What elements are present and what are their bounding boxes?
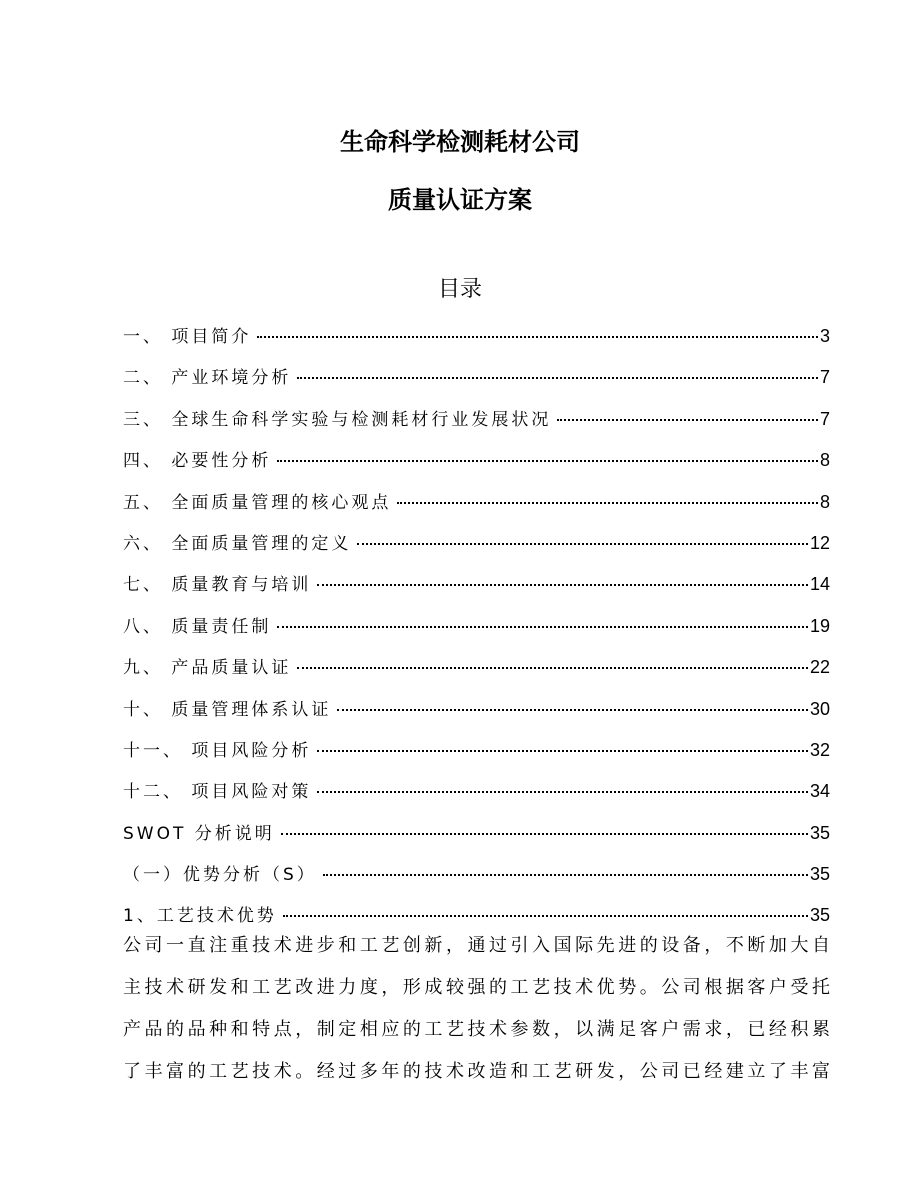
toc-entry[interactable]	[123, 446, 830, 487]
toc-entry-label: 三、 全球生命科学实验与检测耗材行业发展状况	[123, 409, 552, 430]
toc-leader-dots	[317, 750, 808, 752]
toc-page-number: 32	[809, 739, 830, 760]
toc-entry-label: 六、 全面质量管理的定义	[123, 533, 352, 554]
toc-entry[interactable]	[123, 612, 830, 653]
toc-entry[interactable]	[123, 363, 830, 404]
toc-entry[interactable]	[123, 570, 830, 611]
toc-entry-label: 十二、 项目风险对策	[123, 782, 312, 803]
toc-entry-label: （一）优势分析（S）	[123, 865, 317, 886]
toc-leader-dots	[277, 626, 808, 628]
toc-page-number: 35	[809, 822, 830, 843]
toc-leader-dots	[357, 543, 808, 545]
toc-leader-dots	[317, 791, 808, 793]
toc-page-number: 14	[809, 574, 830, 595]
toc-entry-label: SWOT 分析说明	[123, 823, 275, 844]
toc-heading: 目录	[437, 277, 482, 302]
toc-entry[interactable]	[123, 777, 830, 818]
paragraph-line: 了丰富的工艺技术。经过多年的技术改造和工艺研发，公司已经建立了丰富	[123, 1061, 830, 1082]
toc-entry-label: 四、 必要性分析	[123, 451, 272, 472]
toc-entry-label: 十、 质量管理体系认证	[123, 699, 332, 720]
toc-leader-dots	[323, 874, 808, 876]
toc-leader-dots	[257, 336, 818, 338]
toc-leader-dots	[283, 915, 808, 917]
toc-leader-dots	[337, 709, 808, 711]
toc-page-number: 30	[809, 698, 830, 719]
toc-page-number: 22	[809, 657, 830, 678]
toc-leader-dots	[297, 377, 818, 379]
paragraph-line: 主技术研发和工艺改进力度，形成较强的工艺技术优势。公司根据客户受托	[123, 977, 830, 998]
toc-entry-label: 八、 质量责任制	[123, 616, 272, 637]
toc-entry[interactable]	[123, 488, 830, 529]
toc-entry[interactable]	[123, 322, 830, 363]
toc-entry-label: 五、 全面质量管理的核心观点	[123, 492, 392, 513]
paragraph-line: 公司一直注重技术进步和工艺创新，通过引入国际先进的设备，不断加大自	[123, 935, 830, 956]
toc-entry-label: 一、 项目简介	[123, 327, 252, 347]
toc-page-number: 7	[819, 367, 830, 388]
body-paragraph	[123, 930, 830, 1098]
toc-page-number: 19	[809, 615, 830, 636]
toc-page-number: 35	[809, 864, 830, 885]
toc-page-number: 35	[809, 905, 830, 926]
toc-leader-dots	[557, 419, 818, 421]
document-subtitle: 质量认证方案	[388, 186, 532, 214]
toc-entry[interactable]	[123, 653, 830, 694]
paragraph-line: 产品的品种和特点，制定相应的工艺技术参数，以满足客户需求，已经积累	[123, 1019, 830, 1040]
toc-entry-label: 十一、 项目风险分析	[123, 740, 312, 761]
toc-entry-label: 1、工艺技术优势	[123, 906, 277, 927]
toc-entry-label: 九、 产品质量认证	[123, 658, 292, 679]
toc-page-number: 7	[819, 408, 830, 429]
toc-entry[interactable]	[123, 695, 830, 736]
toc-leader-dots	[397, 502, 818, 504]
toc-page-number: 12	[809, 532, 830, 553]
toc-entry[interactable]	[123, 405, 830, 446]
toc-leader-dots	[281, 833, 808, 835]
toc-entry[interactable]	[123, 736, 830, 777]
toc-leader-dots	[317, 584, 808, 586]
document-title: 生命科学检测耗材公司	[340, 128, 580, 156]
toc-page-number: 3	[819, 326, 830, 346]
toc-page-number: 34	[809, 781, 830, 802]
toc-leader-dots	[297, 667, 808, 669]
toc-entry[interactable]	[123, 529, 830, 570]
toc-leader-dots	[277, 460, 818, 462]
table-of-contents	[123, 322, 830, 943]
toc-entry-label: 七、 质量教育与培训	[123, 575, 312, 596]
toc-page-number: 8	[819, 450, 830, 471]
toc-entry[interactable]	[123, 819, 830, 860]
toc-page-number: 8	[819, 491, 830, 512]
toc-entry-label: 二、 产业环境分析	[123, 368, 292, 389]
toc-entry[interactable]	[123, 860, 830, 901]
